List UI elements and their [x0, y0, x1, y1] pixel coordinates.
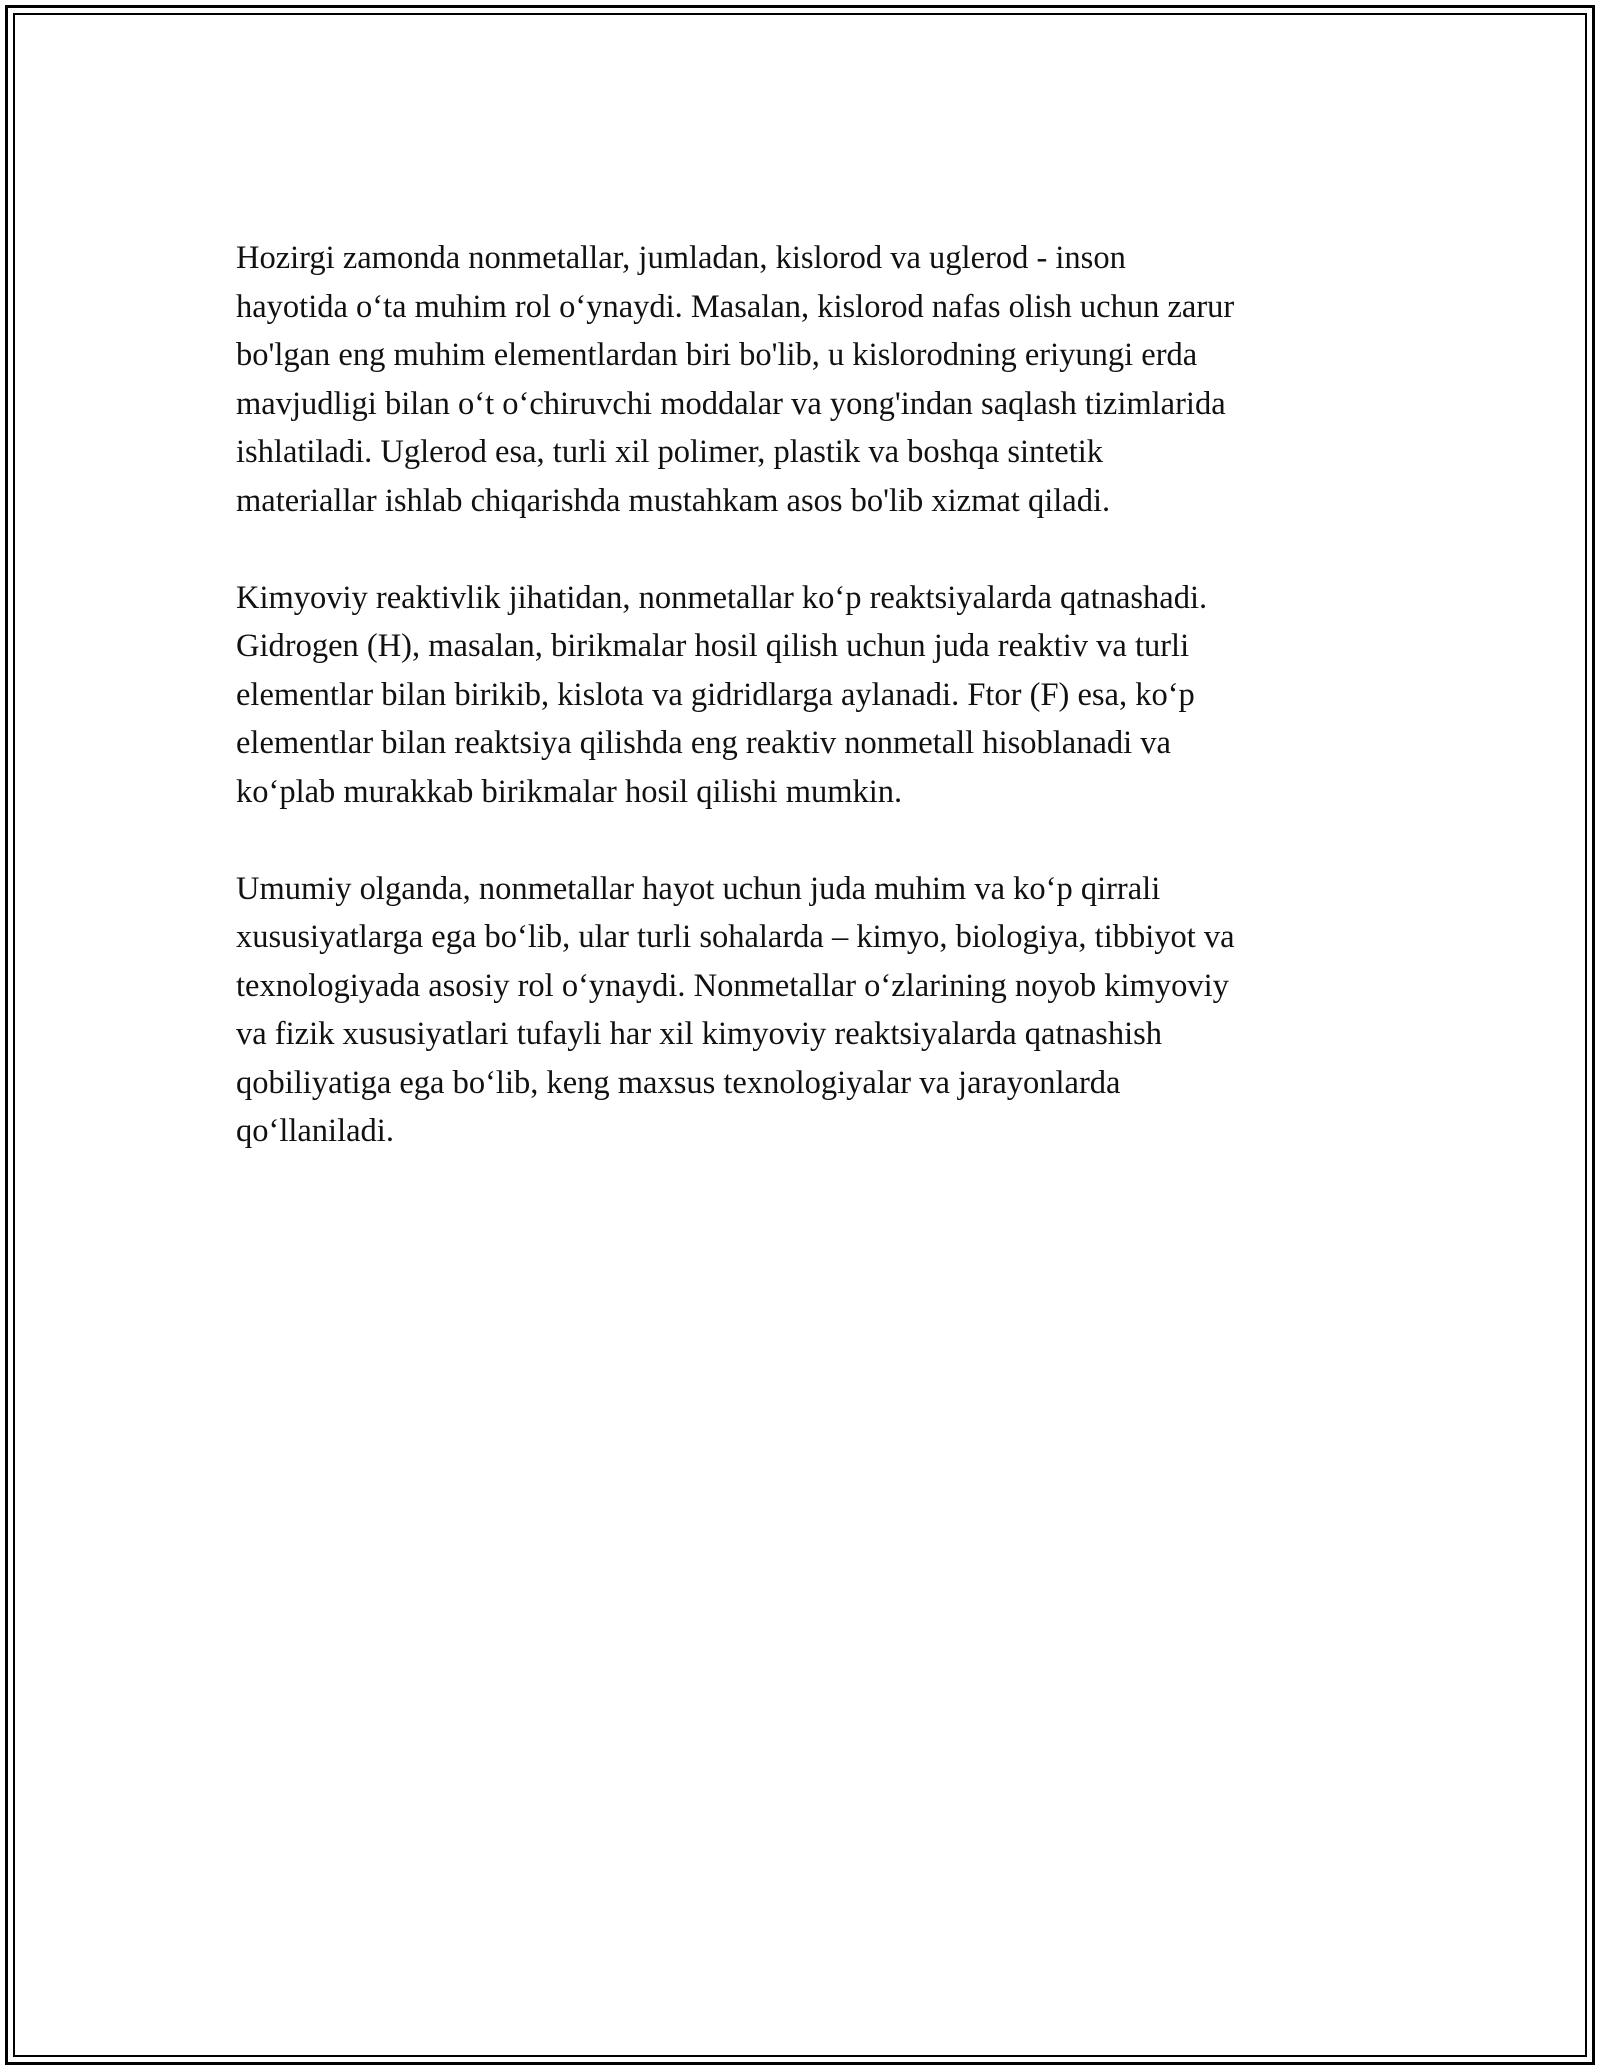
text-line: Kimyoviy reaktivlik jihatidan, nonmetallar ko‘p reaktsiyalarda qatnashadi.	[236, 579, 1208, 616]
text-line: bo'lgan eng muhim elementlardan biri bo'lib, u kislorodning eriyungi erda	[236, 337, 1198, 373]
paragraph-1	[236, 234, 1376, 525]
text-line: hayotida o‘ta muhim rol o‘ynaydi. Masalan, kislorod nafas olish uchun zarur	[236, 288, 1235, 325]
text-line: xususiyatlarga ega bo‘lib, ular turli sohalarda – kimyo, biologiya, tibbiyot va	[236, 919, 1235, 955]
text-line: qo‘llaniladi.	[236, 1113, 394, 1149]
text-line: va fizik xususiyatlari tufayli har xil kimyoviy reaktsiyalarda qatnashish	[236, 1016, 1163, 1052]
text-line: qobiliyatiga ega bo‘lib, keng maxsus texnologiyalar va jarayonlarda	[236, 1064, 1121, 1101]
text-line: mavjudligi bilan o‘t o‘chiruvchi moddalar va yong'indan saqlash tizimlarida	[236, 385, 1226, 422]
text-line: elementlar bilan birikib, kislota va gidridlarga aylanadi. Ftor (F) esa, ko‘p	[236, 676, 1195, 713]
document-body	[236, 234, 1376, 1156]
text-line: Umumiy olganda, nonmetallar hayot uchun juda muhim va ko‘p qirrali	[236, 870, 1161, 907]
text-line: Gidrogen (H), masalan, birikmalar hosil qilish uchun juda reaktiv va turli	[236, 628, 1190, 664]
paragraph-2	[236, 574, 1376, 817]
text-line: ishlatiladi. Uglerod esa, turli xil polimer, plastik va boshqa sintetik	[236, 434, 1104, 470]
paragraph-3	[236, 865, 1376, 1156]
text-line: materiallar ishlab chiqarishda mustahkam asos bo'lib xizmat qiladi.	[236, 482, 1111, 519]
text-line: texnologiyada asosiy rol o‘ynaydi. Nonmetallar o‘zlarining noyob kimyoviy	[236, 967, 1229, 1004]
text-line: ko‘plab murakkab birikmalar hosil qilishi mumkin.	[236, 773, 903, 810]
text-line: Hozirgi zamonda nonmetallar, jumladan, kislorod va uglerod - inson	[236, 240, 1126, 276]
text-line: elementlar bilan reaktsiya qilishda eng reaktiv nonmetall hisoblanadi va	[236, 725, 1171, 761]
